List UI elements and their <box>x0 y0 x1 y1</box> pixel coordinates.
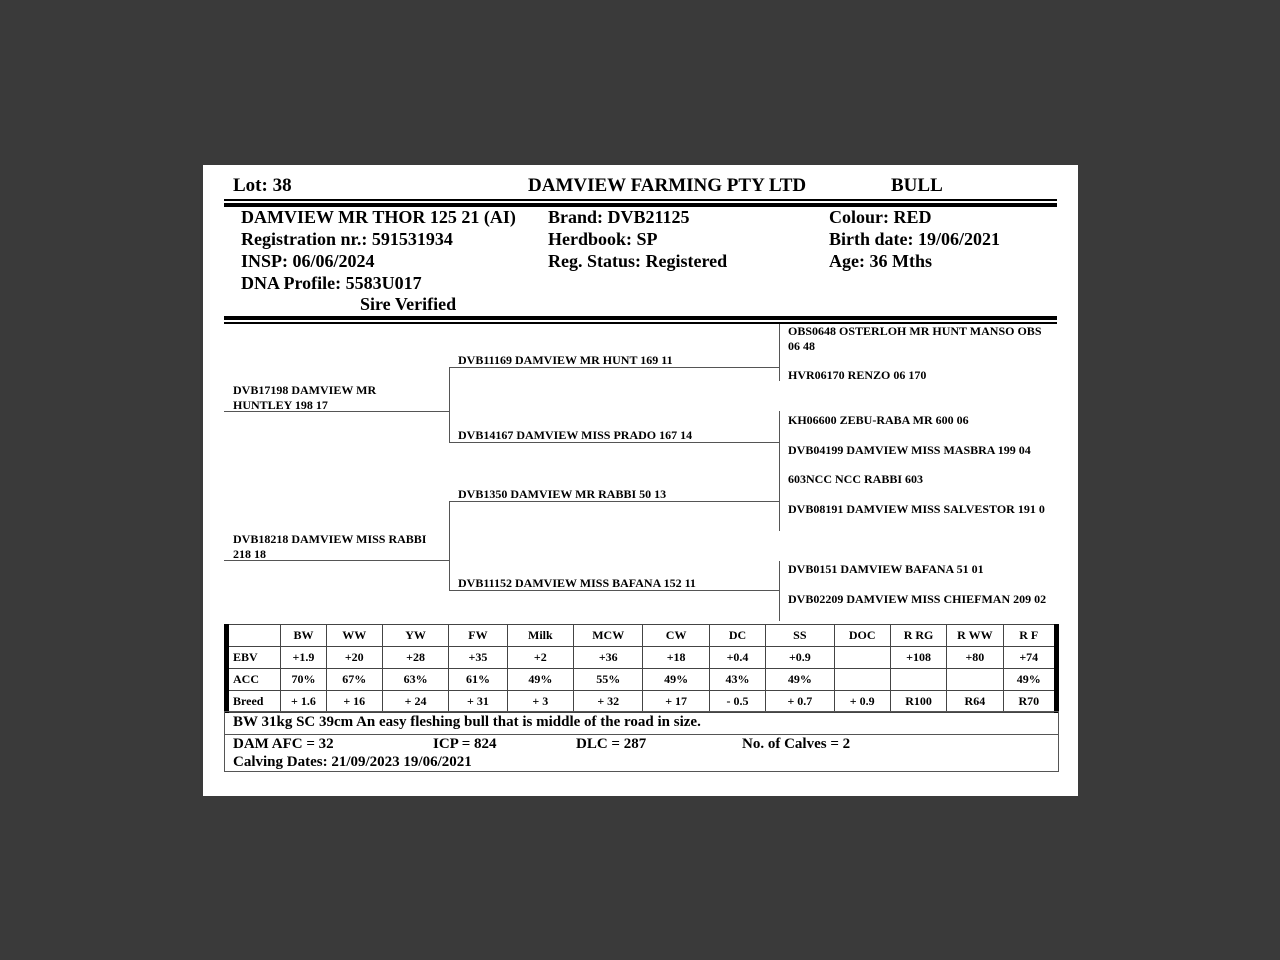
comment-text: BW 31kg SC 39cm An easy fleshing bull that is middle of the road in size. <box>233 714 701 730</box>
sire-verified: Sire Verified <box>360 294 457 314</box>
table-cell: + 3 <box>507 691 573 713</box>
table-cell: R100 <box>890 691 946 713</box>
farm-name: DAMVIEW FARMING PTY LTD <box>528 175 807 196</box>
lot-number: Lot: 38 <box>233 175 292 196</box>
dlc: DLC = 287 <box>576 736 647 752</box>
table-cell: +35 <box>449 647 507 669</box>
dam: DVB18218 DAMVIEW MISS RABBI 218 18 <box>233 532 427 561</box>
colour: Colour: RED <box>829 207 932 227</box>
ggp-8: DVB02209 DAMVIEW MISS CHIEFMAN 209 02 <box>788 592 1047 606</box>
table-cell: +0.4 <box>709 647 765 669</box>
header-cell: MCW <box>574 625 643 647</box>
pedigree-bracket <box>779 324 780 381</box>
table-cell: 49% <box>1003 669 1056 691</box>
ggp-7: DVB0151 DAMVIEW BAFANA 51 01 <box>788 562 984 576</box>
ggp-5: 603NCC NCC RABBI 603 <box>788 472 924 486</box>
table-cell: +108 <box>890 647 946 669</box>
dam-afc: DAM AFC = 32 <box>233 736 334 752</box>
table-cell: + 24 <box>382 691 448 713</box>
ggp-1: OBS0648 OSTERLOH MR HUNT MANSO OBS 06 48 <box>788 324 1042 353</box>
table-cell: +0.9 <box>766 647 834 669</box>
table-cell <box>890 669 946 691</box>
ebv-row <box>227 647 1057 669</box>
table-cell: + 0.9 <box>834 691 890 713</box>
table-cell: +80 <box>947 647 1003 669</box>
birth-date: Birth date: 19/06/2021 <box>829 229 1000 249</box>
ggp-2: HVR06170 RENZO 06 170 <box>788 368 927 382</box>
table-cell: 49% <box>507 669 573 691</box>
row-label: ACC <box>227 669 281 691</box>
table-cell: - 0.5 <box>709 691 765 713</box>
dna-profile: DNA Profile: 5583U017 <box>241 273 422 293</box>
insp-date: INSP: 06/06/2024 <box>241 251 375 271</box>
table-cell <box>834 669 890 691</box>
table-cell <box>834 647 890 669</box>
breed-row <box>227 691 1057 713</box>
header-cell: DC <box>709 625 765 647</box>
table-cell: R64 <box>947 691 1003 713</box>
table-cell: R70 <box>1003 691 1056 713</box>
header-cell: DOC <box>834 625 890 647</box>
header-cell: R RG <box>890 625 946 647</box>
dam-dam: DVB11152 DAMVIEW MISS BAFANA 152 11 <box>458 576 696 590</box>
ggp-6: DVB08191 DAMVIEW MISS SALVESTOR 191 0 <box>788 502 1045 516</box>
sire: DVB17198 DAMVIEW MR HUNTLEY 198 17 <box>233 383 377 412</box>
dam-sire: DVB1350 DAMVIEW MR RABBI 50 13 <box>458 487 667 501</box>
table-cell: 49% <box>643 669 709 691</box>
header-cell: SS <box>766 625 834 647</box>
table-cell: +36 <box>574 647 643 669</box>
table-cell: +2 <box>507 647 573 669</box>
age: Age: 36 Mths <box>829 251 932 271</box>
row-label: EBV <box>227 647 281 669</box>
table-cell: + 16 <box>326 691 382 713</box>
pedigree-bracket <box>779 411 780 471</box>
table-cell: + 1.6 <box>281 691 326 713</box>
header-rule <box>224 199 1057 201</box>
ebv-table <box>224 624 1059 713</box>
table-cell: + 0.7 <box>766 691 834 713</box>
pedigree-bracket <box>779 471 780 531</box>
header-cell: CW <box>643 625 709 647</box>
animal-type: BULL <box>891 175 943 196</box>
table-cell: 70% <box>281 669 326 691</box>
table-cell: +18 <box>643 647 709 669</box>
table-cell: + 17 <box>643 691 709 713</box>
header-cell: FW <box>449 625 507 647</box>
table-cell: +28 <box>382 647 448 669</box>
table-cell: + 31 <box>449 691 507 713</box>
dam-stats-box <box>224 734 1059 772</box>
header-cell: R WW <box>947 625 1003 647</box>
sire-dam: DVB14167 DAMVIEW MISS PRADO 167 14 <box>458 428 693 442</box>
row-label: Breed <box>227 691 281 713</box>
animal-name: DAMVIEW MR THOR 125 21 (AI) <box>241 207 516 227</box>
ggp-3: KH06600 ZEBU-RABA MR 600 06 <box>788 413 969 427</box>
sire-sire: DVB11169 DAMVIEW MR HUNT 169 11 <box>458 353 673 367</box>
table-cell: +1.9 <box>281 647 326 669</box>
header-cell <box>227 625 281 647</box>
herdbook: Herdbook: SP <box>548 229 658 249</box>
table-cell: 61% <box>449 669 507 691</box>
header-cell: R F <box>1003 625 1056 647</box>
brand: Brand: DVB21125 <box>548 207 690 227</box>
header-cell: BW <box>281 625 326 647</box>
table-cell <box>947 669 1003 691</box>
lot-card <box>203 165 1078 796</box>
ggp-4: DVB04199 DAMVIEW MISS MASBRA 199 04 <box>788 443 1031 457</box>
reg-status: Reg. Status: Registered <box>548 251 728 271</box>
header-cell: YW <box>382 625 448 647</box>
pedigree-bracket <box>449 501 450 590</box>
header-cell: Milk <box>507 625 573 647</box>
comment-box <box>224 711 1059 735</box>
table-cell: 49% <box>766 669 834 691</box>
header-cell: WW <box>326 625 382 647</box>
no-of-calves: No. of Calves = 2 <box>742 736 851 752</box>
table-cell: 43% <box>709 669 765 691</box>
table-cell: +20 <box>326 647 382 669</box>
table-cell: 55% <box>574 669 643 691</box>
pedigree-bracket <box>779 561 780 621</box>
calving-dates: Calving Dates: 21/09/2023 19/06/2021 <box>233 754 472 770</box>
info-rule-thick <box>224 316 1057 320</box>
acc-row <box>227 669 1057 691</box>
registration-nr: Registration nr.: 591531934 <box>241 229 453 249</box>
table-cell: +74 <box>1003 647 1056 669</box>
table-cell: 63% <box>382 669 448 691</box>
table-cell: 67% <box>326 669 382 691</box>
icp: ICP = 824 <box>433 736 497 752</box>
table-cell: + 32 <box>574 691 643 713</box>
ebv-header-row <box>227 625 1057 647</box>
pedigree-bracket <box>449 367 450 442</box>
